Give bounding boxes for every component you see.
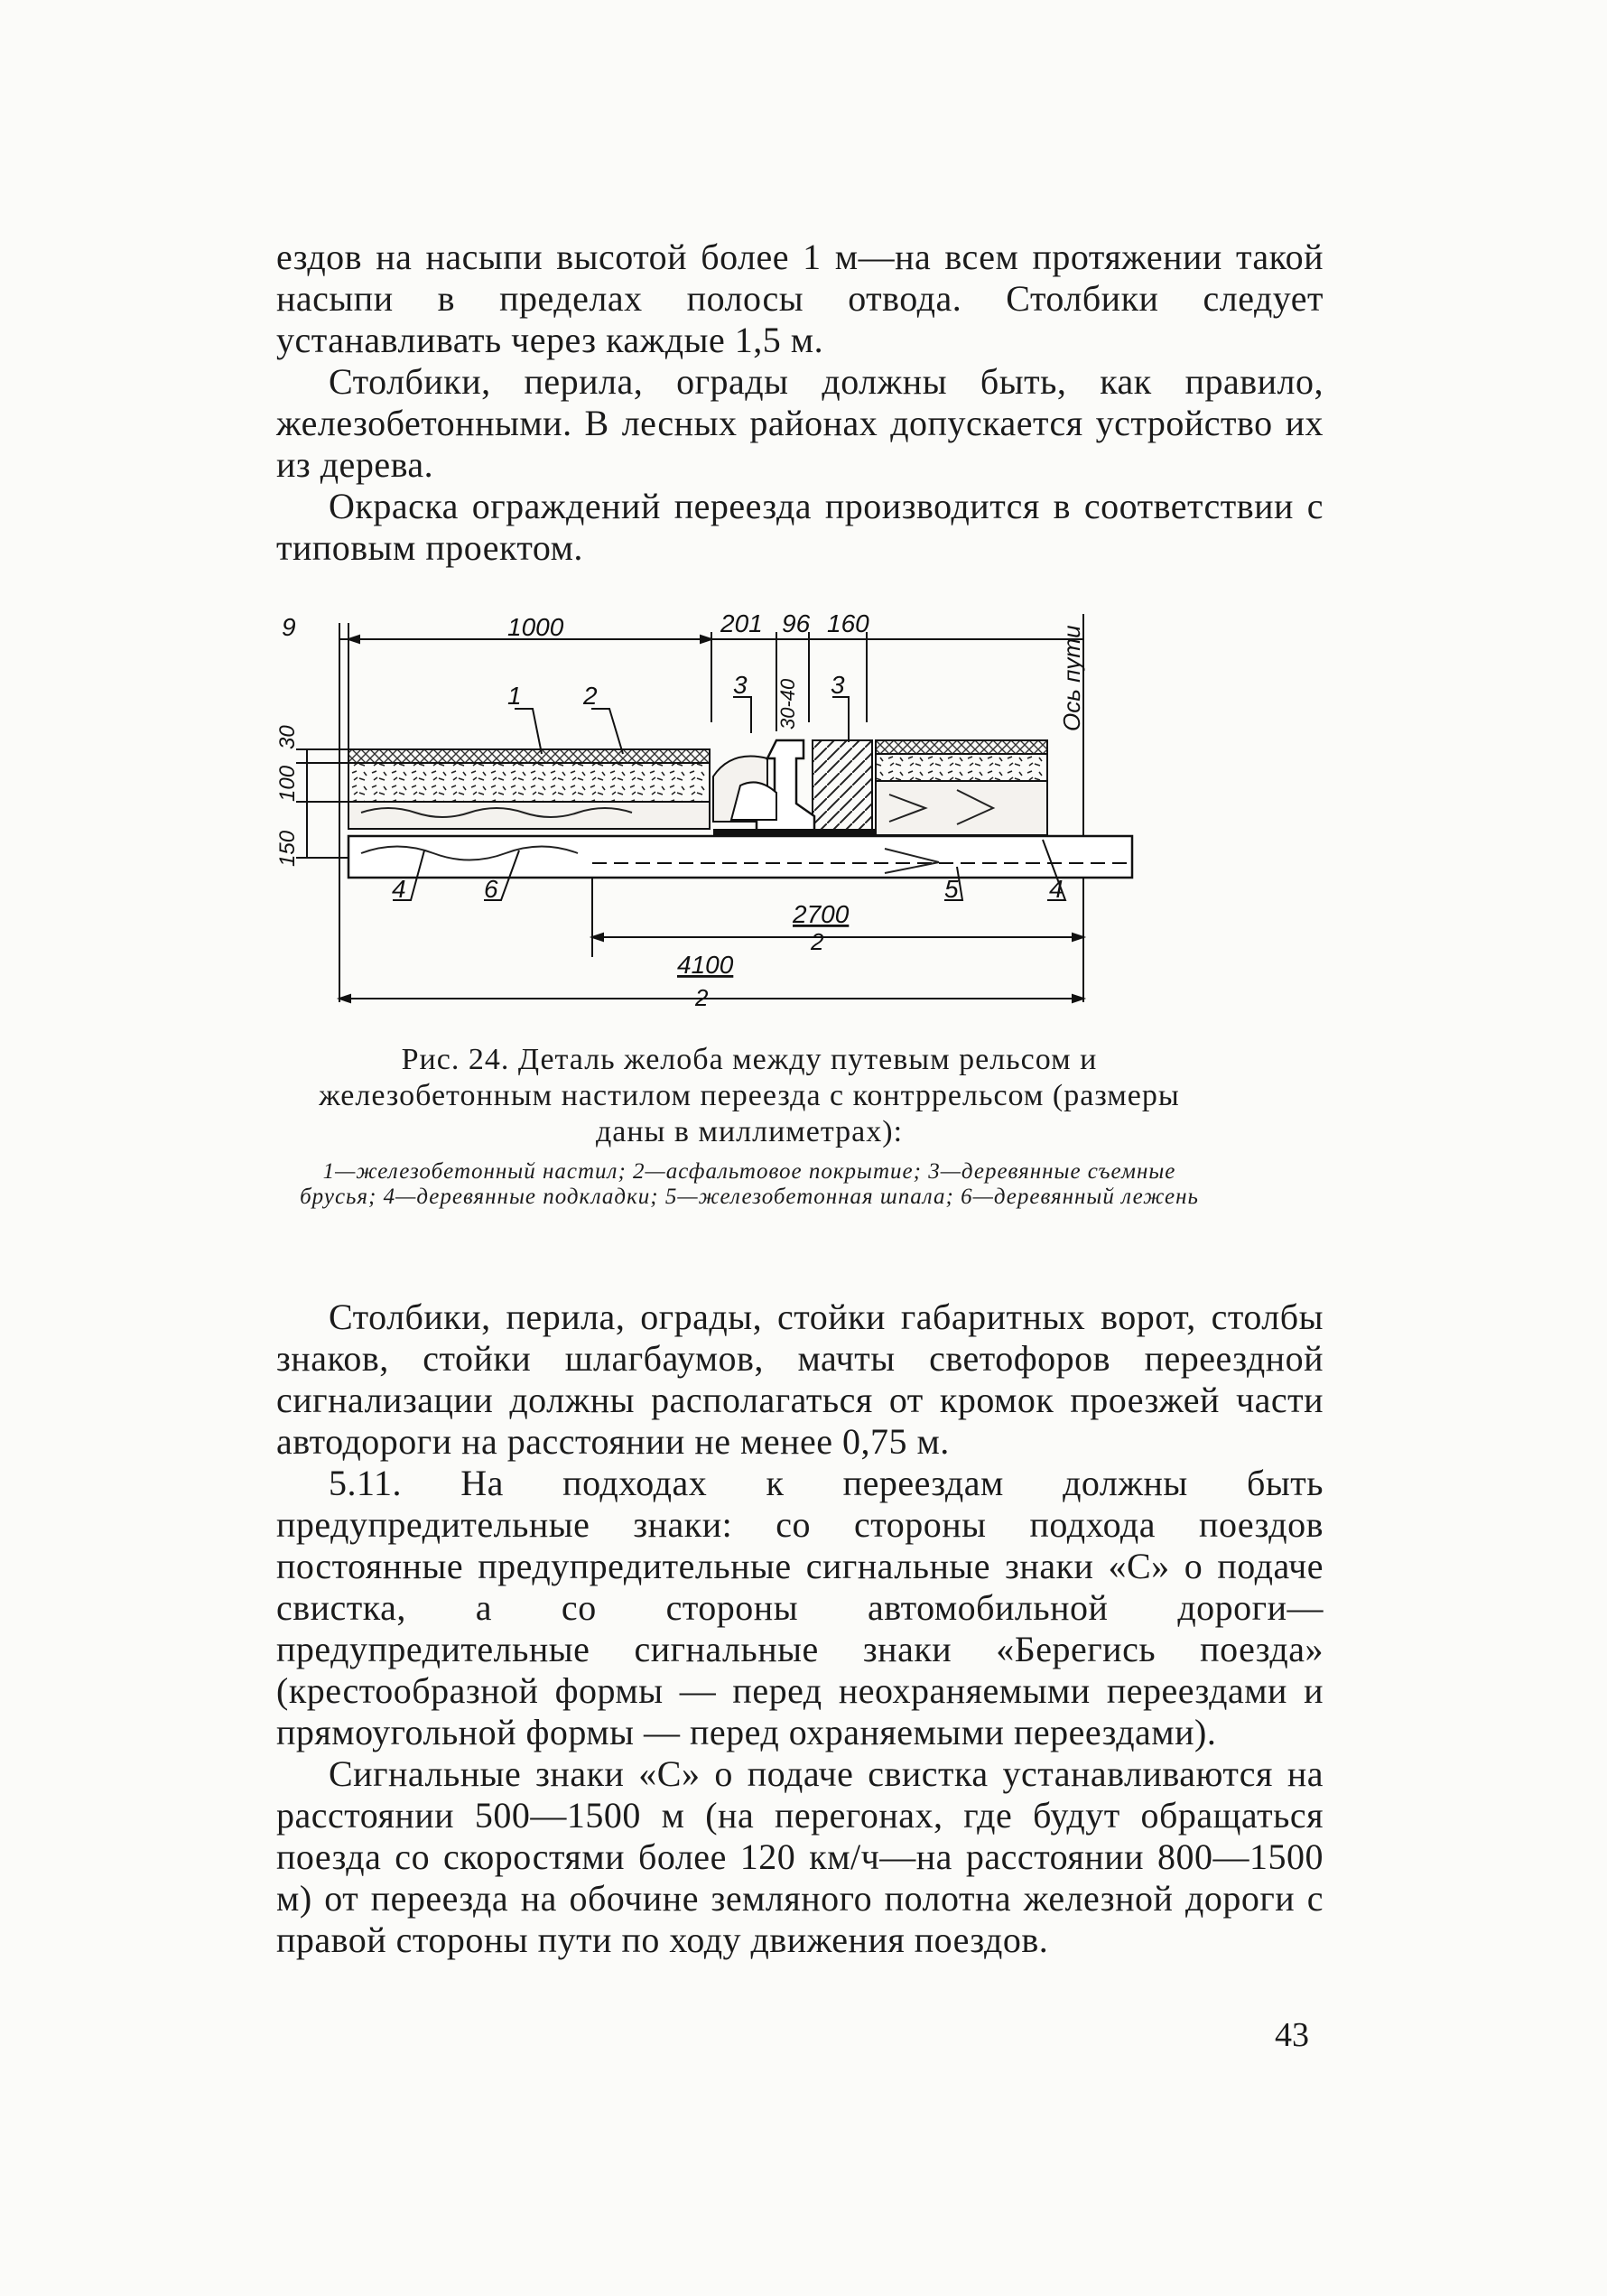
- dim-150: 150: [275, 830, 300, 867]
- dim-4100: 4100: [677, 951, 734, 979]
- callout-1: 1: [507, 682, 522, 710]
- figure-caption: [298, 1042, 1201, 1210]
- asphalt-layer-left: [348, 749, 710, 763]
- callout-2: 2: [583, 682, 598, 710]
- text-block-top: [276, 237, 1324, 569]
- wooden-pad-right: [876, 781, 1047, 835]
- dim-30: 30: [275, 725, 300, 749]
- concrete-deck-right: [876, 754, 1047, 781]
- caption-title: Рис. 24. Деталь желоба между путевым рельсом и железобетонным настилом переезда с контррельсом (размеры даны в миллиметрах):: [319, 1043, 1180, 1148]
- paragraph: Окраска ограждений переезда производится в соответствии с типовым проектом.: [276, 486, 1324, 568]
- axis-label: Ось пути: [1058, 625, 1085, 731]
- caption-legend: 1—железобетонный настил; 2—асфальтовое покрытие; 3—деревянные съемные брусья; 4—деревянные подкладки; 5—железобетонная шпала; 6—деревянный лежень: [300, 1159, 1199, 1209]
- wooden-pad-left: [348, 802, 710, 829]
- dim-1000: 1000: [507, 613, 564, 641]
- figure-24-drawing: [271, 596, 1210, 1038]
- callout-4-right: 4: [1049, 875, 1064, 903]
- paragraph: Столбики, перила, ограды, стойки габаритных ворот, столбы знаков, стойки шлагбаумов, мачты светофоров переездной сигнализации должны располагаться от кромок проезжей части автодороги на расстоянии не менее 0,75 м.: [276, 1297, 1324, 1462]
- callout-4-left: 4: [392, 875, 406, 903]
- dim-2700-divisor: 2: [811, 928, 824, 955]
- paragraph: Столбики, перила, ограды должны быть, как правило, железобетонными. В лесных районах допускается устройство их из дерева.: [276, 361, 1324, 485]
- dim-160: 160: [827, 609, 869, 637]
- dim-96: 96: [782, 609, 811, 637]
- text-block-bottom: [276, 1297, 1324, 1961]
- dim-4100-divisor: 2: [695, 984, 709, 1011]
- dim-30-40: 30-40: [776, 678, 799, 730]
- dim-2700: 2700: [793, 900, 850, 928]
- page-number: 43: [1275, 2016, 1309, 2054]
- paragraph: ездов на насыпи высотой более 1 м—на всем протяжении такой насыпи в пределах полосы отвода. Столбики следует устанавливать через каждые 1,5 м.: [276, 237, 1324, 360]
- dim-201: 201: [720, 609, 763, 637]
- removable-bar-right: [813, 740, 872, 834]
- callout-6: 6: [484, 875, 498, 903]
- callout-5: 5: [944, 875, 959, 903]
- callout-3-left: 3: [733, 671, 748, 699]
- paragraph: Сигнальные знаки «С» о подаче свистка устанавливаются на расстоянии 500—1500 м (на перегонах, где будут обращаться поезда со скоростями более 120 км/ч—на расстоянии 800—1500 м) от переезда на обочине земляного полотна железной дороги с правой стороны пути по ходу движения поездов.: [276, 1753, 1324, 1960]
- concrete-deck-left: [348, 763, 710, 802]
- asphalt-layer-right: [876, 740, 1047, 754]
- callout-3-right: 3: [831, 671, 845, 699]
- concrete-sleeper: [348, 836, 1132, 878]
- paragraph: 5.11. На подходах к переездам должны быть предупредительные знаки: со стороны подхода поездов постоянные предупредительные сигнальные знаки «С» о подаче свистка, а со стороны автомобильной дороги—предупредительные сигнальные знаки «Берегись поезда» (крестообразной формы — перед неохраняемыми переездами и прямоугольной формы — перед охраняемыми переездами).: [276, 1463, 1324, 1752]
- dim-100: 100: [275, 765, 300, 802]
- left-dimension-line: [296, 749, 348, 858]
- dim-9: 9: [282, 613, 296, 641]
